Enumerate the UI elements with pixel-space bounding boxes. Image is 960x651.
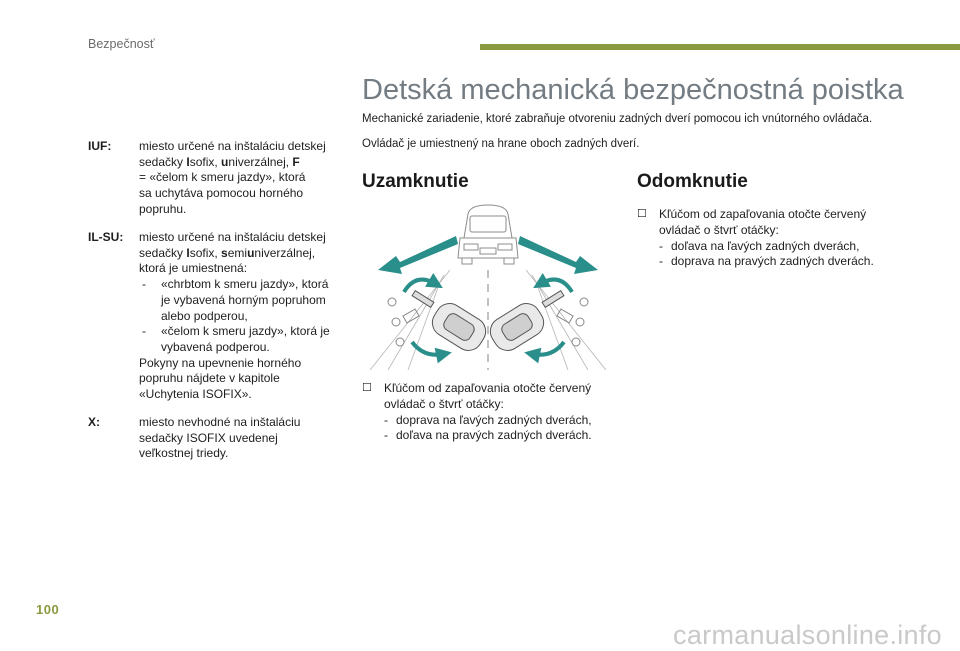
checkbox-icon: ☐	[362, 382, 372, 394]
definition-ilsu	[88, 230, 338, 403]
definition-line: miesto určené na inštaláciu detskej	[139, 230, 326, 244]
definition-line: miesto nevhodné na inštaláciu	[139, 415, 301, 429]
definition-line: sedačky Isofix, univerzálnej, F	[139, 154, 300, 169]
definition-line: Pokyny na upevnenie horného	[139, 355, 302, 370]
door-open-arrow-right-icon	[518, 236, 598, 274]
watermark: carmanualsonline.info	[673, 620, 942, 650]
rotate-arrow-right-bottom-icon	[532, 342, 564, 355]
unlock-step: - doprava na pravých zadných dverách.	[637, 254, 887, 270]
page-number: 100	[36, 602, 60, 617]
definition-bullet: - «čelom k smeru jazdy», ktorá je vybavená podperou.	[139, 324, 338, 355]
intro-paragraph: Mechanické zariadenie, ktoré zabraňuje otvoreniu zadných dverí pomocou ich vnútorného ovládača.	[362, 113, 873, 125]
definition-bullet: - «chrbtom k smeru jazdy», ktorá je vybavená horným popruhom alebo podperou,	[139, 277, 338, 324]
unlock-step: - doľava na ľavých zadných dverách,	[637, 239, 887, 255]
definition-line: ktorá je umiestnená:	[139, 261, 248, 276]
child-lock-illustration	[360, 200, 614, 370]
lock-heading: Uzamknutie	[362, 171, 469, 192]
rotate-arrow-right-icon	[540, 280, 572, 293]
definition-line: popruhu nájdete v kapitole	[139, 371, 280, 386]
page-title: Detská mechanická bezpečnostná poistka	[362, 74, 904, 106]
definition-line: «Uchytenia ISOFIX».	[139, 387, 252, 402]
definition-term: IL-SU:	[88, 230, 124, 244]
definition-line: veľkostnej triedy.	[139, 446, 229, 461]
key-left-icon	[412, 291, 491, 356]
header-accent-bar	[480, 44, 960, 50]
definition-term: IUF:	[88, 139, 112, 153]
lock-step: - doprava na ľavých zadných dverách,	[362, 413, 612, 429]
section-label: Bezpečnosť	[88, 37, 155, 51]
lock-instructions: ☐ Kľúčom od zapaľovania otočte červený ovládač o štvrť otáčky: - doprava na ľavých zadných dverách, - doľava na pravých zadných dverách.	[362, 381, 612, 444]
lock-step: - doľava na pravých zadných dverách.	[362, 428, 612, 444]
checkbox-icon: ☐	[637, 208, 647, 220]
unlock-heading: Odomknutie	[637, 171, 748, 192]
definition-line: = «čelom k smeru jazdy», ktorá	[139, 170, 306, 185]
unlock-instructions: ☐ Kľúčom od zapaľovania otočte červený ovládač o štvrť otáčky: - doľava na ľavých zadných dverách, - doprava na pravých zadných dverách.	[637, 207, 887, 270]
rotate-arrow-left-icon	[404, 280, 436, 293]
definition-line: miesto určené na inštaláciu detskej	[139, 139, 326, 153]
door-open-arrow-left-icon	[378, 236, 458, 274]
definition-line: sedačky Isofix, semiuniverzálnej,	[139, 245, 316, 260]
definition-iuf	[88, 139, 338, 218]
definition-line: sa uchytáva pomocou horného	[139, 186, 304, 201]
key-right-icon	[485, 291, 564, 356]
definition-x	[88, 415, 338, 462]
rotate-arrow-left-bottom-icon	[412, 342, 444, 355]
intro-paragraph: Ovládač je umiestnený na hrane oboch zadných dverí.	[362, 138, 640, 150]
definition-term: X:	[88, 415, 100, 429]
definition-line: sedačky ISOFIX uvedenej	[139, 430, 278, 445]
definition-line: popruhu.	[139, 201, 187, 216]
car-rear-icon	[458, 205, 518, 264]
